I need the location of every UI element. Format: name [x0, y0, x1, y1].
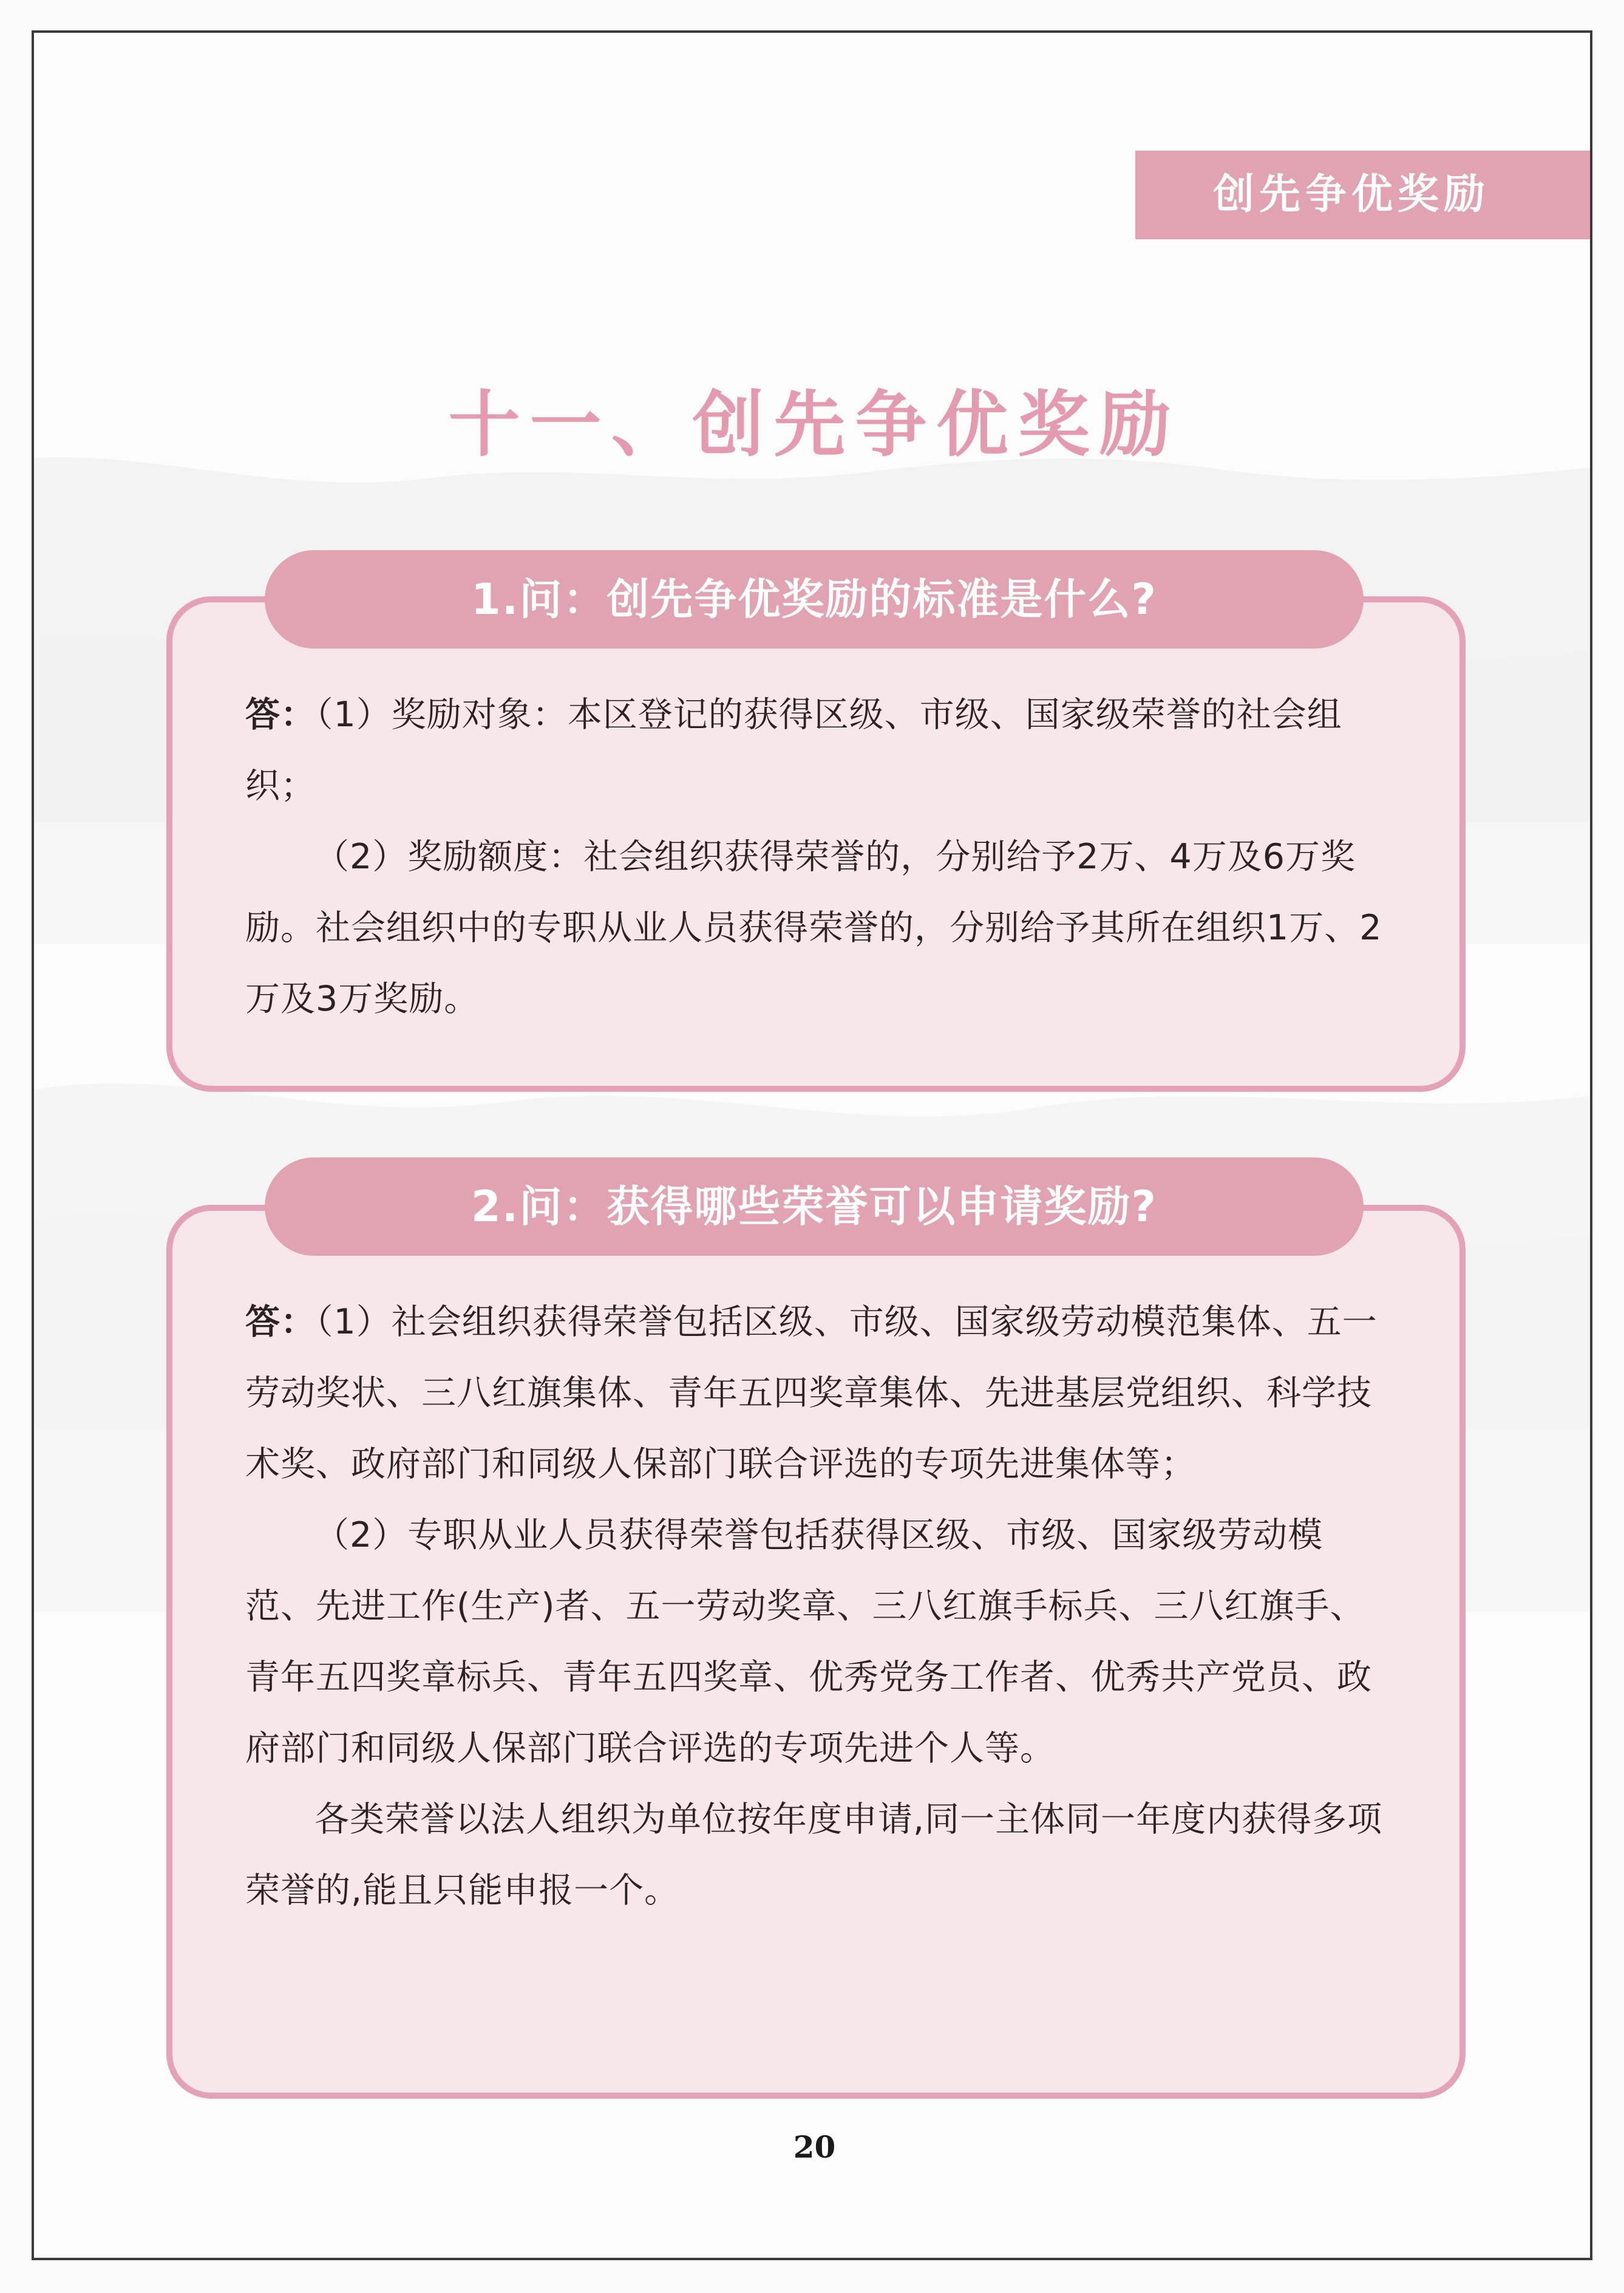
answer-block-2	[245, 1287, 1387, 1926]
answer-text: （1）奖励对象：本区登记的获得区级、市级、国家级荣誉的社会组织；	[245, 695, 1342, 806]
section-tag: 创先争优奖励	[1135, 151, 1592, 239]
answer-paragraph: 各类荣誉以法人组织为单位按年度申请,同一主体同一年度内获得多项荣誉的,能且只能申报一个。	[245, 1799, 1383, 1910]
page-frame	[32, 30, 1592, 2260]
answer-block-1	[245, 680, 1387, 1035]
answer-label: 答：	[245, 1302, 316, 1342]
answer-paragraph	[245, 680, 1387, 822]
answer-paragraph: （2）专职从业人员获得荣誉包括获得区级、市级、国家级劳动模范、先进工作(生产)者、五一劳动奖章、三八红旗手标兵、三八红旗手、青年五四奖章标兵、青年五四奖章、优秀党务工作者、优秀共产党员、政府部门和同级人保部门联合评选的专项先进个人等。	[245, 1515, 1372, 1768]
answer-label: 答：	[245, 695, 316, 735]
answer-paragraph	[245, 1287, 1387, 1500]
answer-text: （1）社会组织获得荣誉包括区级、市级、国家级劳动模范集体、五一劳动奖状、三八红旗集体、青年五四奖章集体、先进基层党组织、科学技术奖、政府部门和同级人保部门联合评选的专项先进集体等；	[245, 1302, 1378, 1484]
answer-paragraph: （2）奖励额度：社会组织获得荣誉的，分别给予2万、4万及6万奖励。社会组织中的专职从业人员获得荣誉的，分别给予其所在组织1万、2万及3万奖励。	[245, 837, 1382, 1019]
page-number: 20	[793, 2129, 836, 2165]
question-banner-2: 2.问：获得哪些荣誉可以申请奖励?	[265, 1157, 1364, 1256]
page-title: 十一、创先争优奖励	[448, 383, 1181, 466]
question-banner-1: 1.问：创先争优奖励的标准是什么?	[265, 550, 1364, 649]
